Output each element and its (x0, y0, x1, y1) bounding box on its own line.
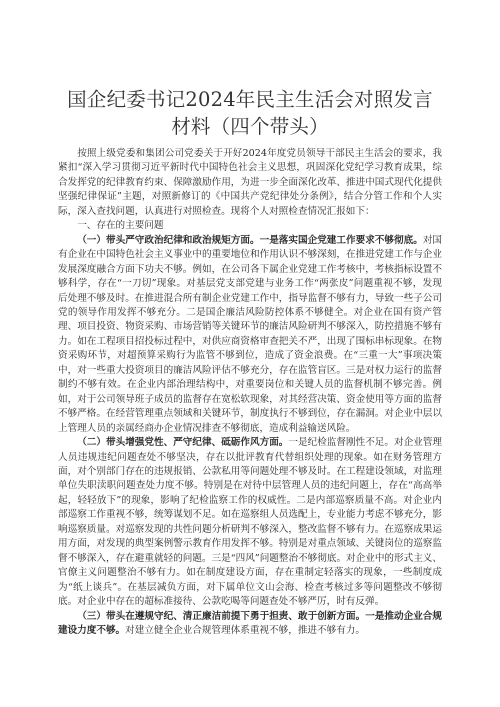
section-2-body: 一是纪检监督刚性不足。对企业管理人员违规违纪问题查处不够坚决，存在以批评教育代替组织处理的现象。如在财务管理方面，对个别部门存在的违规报销、公款私用等问题处理不够及时。在工程建设领域，对监理单位失职渎职问题查处力度不够。特别是在对待中层管理人员的违纪问题上，存在“高高举起，轻轻放下”的现象，影响了纪检监察工作的权威性。二是内部巡察质量不高。对企业内部巡察工作重视不够，统筹谋划不足。如在巡察组人员选配上，专业能力考虑不够充分，影响巡察质量。对巡察发现的共性问题分析研判不够深入，整改监督不够有力。在巡察成果运用方面，对发现的典型案例警示教育作用发挥不够。特别是对重点领域、关键岗位的巡察监督不够深入，存在避重就轻的问题。三是“四风”问题整治不够彻底。对企业中的形式主义、官僚主义问题整治不够有力。如在制度建设方面，存在重制定轻落实的现象，一些制度成为“纸上谈兵”。在基层减负方面，对下属单位文山会海、检查考核过多等问题整改不够彻底。对企业中存在的超标准接待、公款吃喝等问题查处不够严厉，时有反弹。 (58, 437, 443, 608)
section-1-lead: （一）带头严守政治纪律和政治规矩方面。一是落实国企党建工作要求不够彻底。 (77, 234, 423, 246)
section-2-lead: （二）带头增强党性、严守纪律、砥砺作风方面。 (77, 437, 289, 449)
section-heading: 一、存在的主要问题 (77, 220, 164, 232)
section-3-paragraph (58, 610, 442, 639)
section-3-body: 对建立健全企业合规管理体系重视不够，推进不够有力。 (125, 624, 365, 636)
section-3-lead: （三）带头在遵规守纪、清正廉洁前提下勇于担责、敢于创新方面。一是推动企业合规建设力度不够。 (58, 610, 442, 636)
section-1-paragraph (58, 234, 442, 436)
section-2-paragraph (58, 436, 442, 609)
document-title: 国企纪委书记2024年民主生活会对照发言材料（四个带头） (67, 88, 433, 138)
intro-paragraph: 按照上级党委和集团公司党委关于开好2024年度党员领导干部民主生活会的要求，我紧扣“深入学习贯彻习近平新时代中国特色社会主义思想，巩固深化党纪学习教育成果，综合发挥党的纪律教育约束、保障激励作用，为进一步全面深化改革、推进中国式现代化提供坚强纪律保证”主题，对照新修订的《中国共产党纪律处分条例》，结合分管工作和个人实际，深入查找问题，认真进行对照检查。现将个人对照检查情况汇报如下： (58, 148, 442, 217)
section-1-body: 对国有企业在中国特色社会主义事业中的重要地位和作用认识不够深刻，在推进党建工作与企业发展深度融合方面下功夫不够。例如，在公司各下属企业党建工作考核中，考核指标设置不够科学，存在“一刀切”现象。对基层党支部党建与业务工作“两张皮”问题重视不够，发现后处理不够及时。在推进混合所有制企业党建工作中，指导监督不够有力，导致一些子公司党的领导作用发挥不够充分。二是国企廉洁风险防控体系不够健全。对企业在国有资产管理、项目投资、物资采购、市场营销等关键环节的廉洁风险研判不够深入，防控措施不够有力。如在工程项目招投标过程中，对供应商资格审查把关不严，出现了围标串标现象。在物资采购环节，对超预算采购行为监管不够到位，造成了资金浪费。在“三重一大”事项决策中，对一些重大投资项目的廉洁风险评估不够充分，存在监管盲区。三是对权力运行的监督制约不够有效。在企业内部治理结构中，对重要岗位和关键人员的监督机制不够完善。例如，对于公司领导班子成员的监督存在宽松软现象，对其经营决策、资金使用等方面的监督不够严格。在经营管理重点领域和关键环节，制度执行不够到位，存在漏洞。对企业中层以上管理人员的亲属经商办企业情况排查不够彻底，造成利益输送风险。 (58, 234, 443, 434)
